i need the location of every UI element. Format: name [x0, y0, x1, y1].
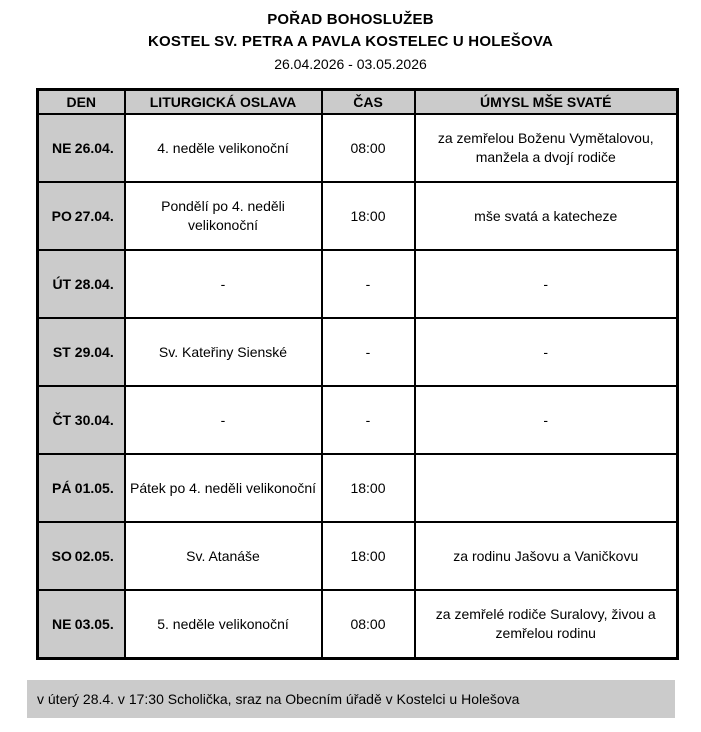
table-row — [38, 386, 678, 454]
table-row — [38, 454, 678, 522]
day-cell — [38, 522, 125, 590]
intention-cell: za zemřelou Boženu Vymětalovou, manžela a dvojí rodiče — [415, 114, 678, 182]
day-abbrev: NE — [52, 139, 72, 156]
schedule-table — [36, 88, 679, 660]
intention-cell: mše svatá a katecheze — [415, 182, 678, 250]
intention-cell: za zemřelé rodiče Suralovy, živou a zemřelou rodinu — [415, 590, 678, 659]
day-date: 27.04. — [74, 207, 114, 224]
table-row — [38, 250, 678, 318]
day-cell — [38, 250, 125, 318]
day-date: 29.04. — [74, 343, 114, 360]
day-abbrev: ÚT — [52, 275, 72, 292]
column-header-cas: ČAS — [322, 90, 415, 115]
table-header-row — [38, 90, 678, 115]
intention-cell: - — [415, 250, 678, 318]
day-date: 26.04. — [74, 139, 114, 156]
footer-note: v úterý 28.4. v 17:30 Scholička, sraz na Obecním úřadě v Kostelci u Holešova — [27, 680, 675, 718]
column-header-umysl: ÚMYSL MŠE SVATÉ — [415, 90, 678, 115]
page-subtitle: KOSTEL SV. PETRA A PAVLA KOSTELEC U HOLEŠOVA — [148, 32, 553, 50]
celebration-cell: Pátek po 4. neděli velikonoční — [125, 454, 322, 522]
time-cell: 18:00 — [322, 182, 415, 250]
column-header-oslava: LITURGICKÁ OSLAVA — [125, 90, 322, 115]
celebration-cell: Sv. Atanáše — [125, 522, 322, 590]
intention-cell — [415, 454, 678, 522]
intention-cell: - — [415, 318, 678, 386]
time-cell: 18:00 — [322, 522, 415, 590]
day-date: 03.05. — [74, 615, 114, 632]
time-cell: - — [322, 250, 415, 318]
day-date: 02.05. — [74, 547, 114, 564]
intention-cell: za rodinu Jašovu a Vaničkovu — [415, 522, 678, 590]
celebration-cell: - — [125, 250, 322, 318]
celebration-cell: 5. neděle velikonoční — [125, 590, 322, 659]
table-row — [38, 318, 678, 386]
time-cell: - — [322, 386, 415, 454]
time-cell: 18:00 — [322, 454, 415, 522]
day-cell — [38, 454, 125, 522]
day-date: 28.04. — [74, 275, 114, 292]
column-header-den: DEN — [38, 90, 125, 115]
celebration-cell: - — [125, 386, 322, 454]
day-date: 01.05. — [74, 479, 114, 496]
day-cell — [38, 114, 125, 182]
day-abbrev: PÁ — [52, 479, 72, 496]
day-abbrev: PO — [51, 207, 72, 224]
table-row — [38, 590, 678, 659]
day-abbrev: NE — [52, 615, 72, 632]
time-cell: 08:00 — [322, 590, 415, 659]
table-row — [38, 522, 678, 590]
day-cell — [38, 182, 125, 250]
date-range: 26.04.2026 - 03.05.2026 — [274, 55, 427, 72]
table-row — [38, 114, 678, 182]
title-block — [0, 0, 701, 73]
celebration-cell: 4. neděle velikonoční — [125, 114, 322, 182]
celebration-cell: Pondělí po 4. neděli velikonoční — [125, 182, 322, 250]
time-cell: - — [322, 318, 415, 386]
intention-cell: - — [415, 386, 678, 454]
day-abbrev: SO — [51, 547, 72, 564]
day-cell — [38, 386, 125, 454]
table-row — [38, 182, 678, 250]
day-abbrev: ST — [52, 343, 71, 360]
day-date: 30.04. — [74, 411, 114, 428]
page-title: POŘAD BOHOSLUŽEB — [267, 11, 434, 28]
day-cell — [38, 318, 125, 386]
day-cell — [38, 590, 125, 659]
day-abbrev: ČT — [52, 411, 72, 428]
time-cell: 08:00 — [322, 114, 415, 182]
celebration-cell: Sv. Kateřiny Sienské — [125, 318, 322, 386]
